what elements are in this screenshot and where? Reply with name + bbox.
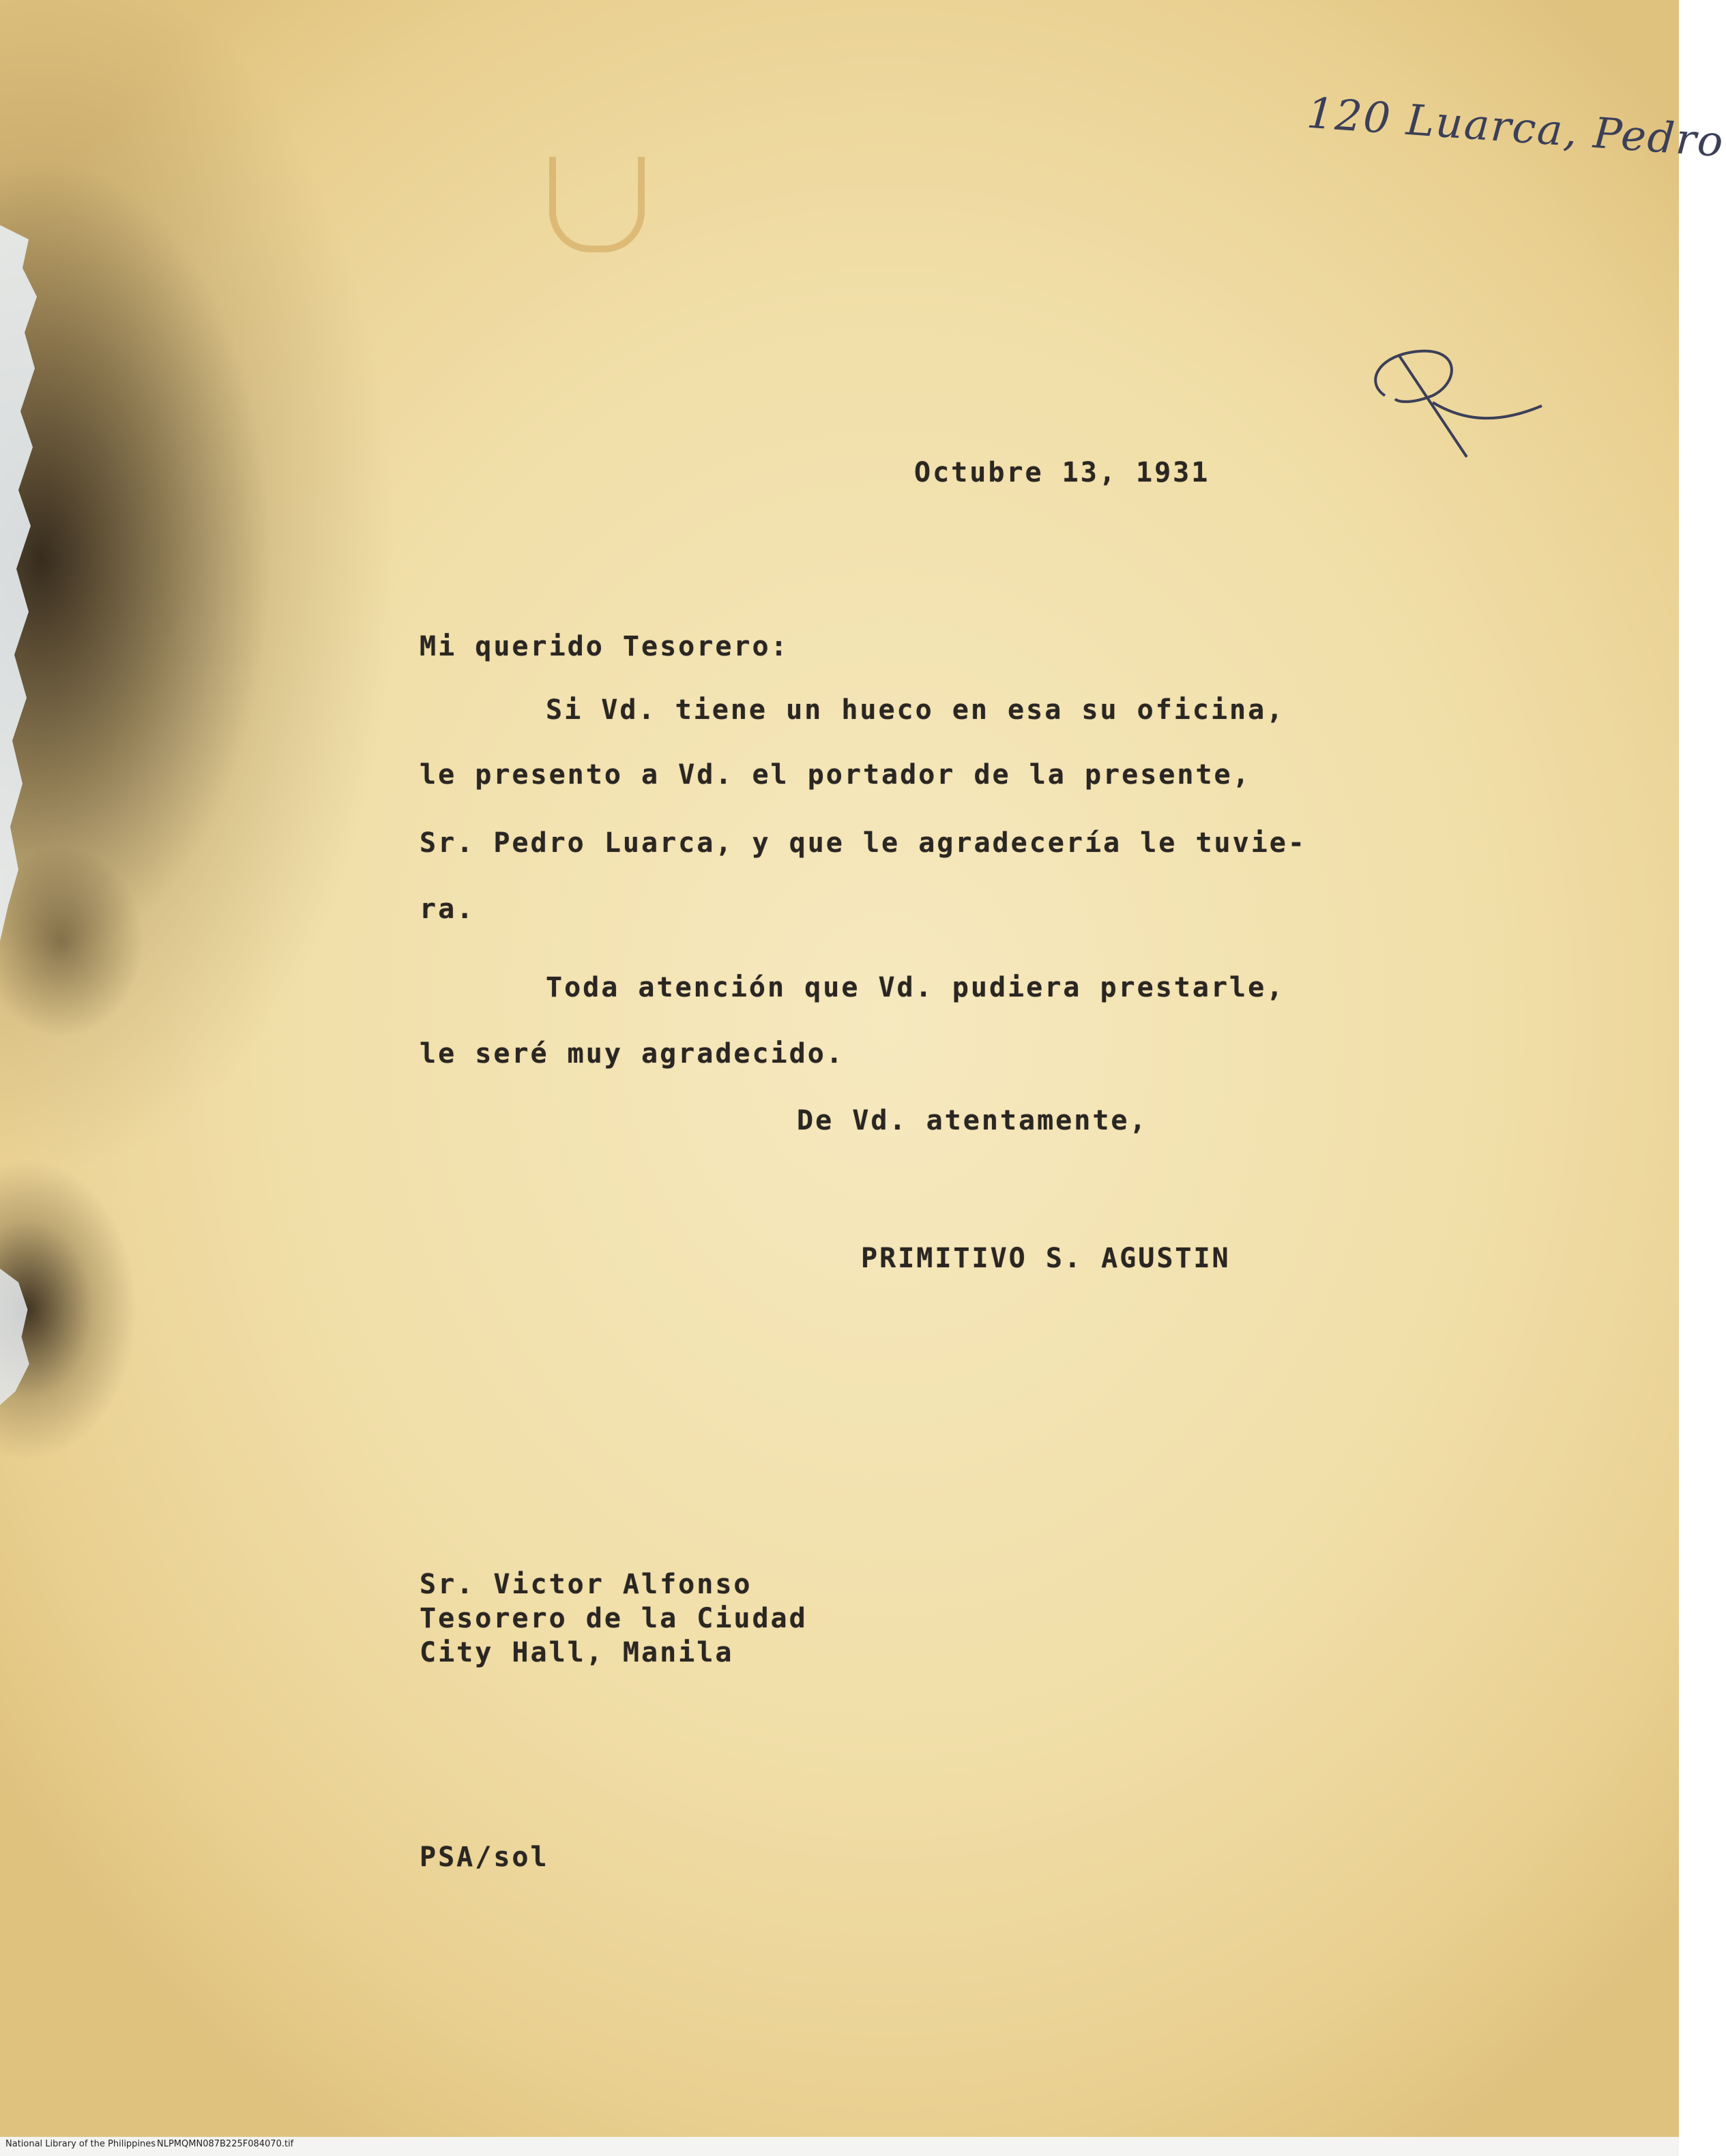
signature-name: PRIMITIVO S. AGUSTIN [861, 1243, 1231, 1274]
body-line: le presento a Vd. el portador de la presente, [420, 759, 1251, 791]
body-line: Sr. Pedro Luarca, y que le agradecería le tuvie- [420, 827, 1306, 859]
addressee-line: City Hall, Manila [420, 1637, 734, 1668]
addressee-line: Sr. Victor Alfonso [420, 1569, 752, 1600]
paperclip-stain [549, 157, 645, 252]
body-line: Si Vd. tiene un hueco en esa su oficina, [546, 694, 1285, 726]
closing: De Vd. atentamente, [797, 1105, 1148, 1136]
addressee-line: Tesorero de la Ciudad [420, 1603, 808, 1634]
footer-image-id: NLPMQMN087B225F084070.tif [157, 2139, 294, 2149]
handwritten-note: 120 Luarca, Pedro [1305, 87, 1726, 167]
body-line: Toda atención que Vd. pudiera prestarle, [546, 972, 1285, 1003]
letter-date: Octubre 13, 1931 [914, 457, 1210, 488]
handwritten-initial-mark [1358, 341, 1562, 477]
reference-initials: PSA/sol [420, 1842, 549, 1873]
footer-library: National Library of the Philippines [5, 2139, 156, 2149]
salutation: Mi querido Tesorero: [420, 631, 789, 662]
body-line: ra. [420, 894, 476, 925]
body-line: le seré muy agradecido. [420, 1038, 845, 1069]
torn-burned-edge [0, 225, 41, 941]
torn-burned-edge-lower [0, 1269, 31, 1405]
